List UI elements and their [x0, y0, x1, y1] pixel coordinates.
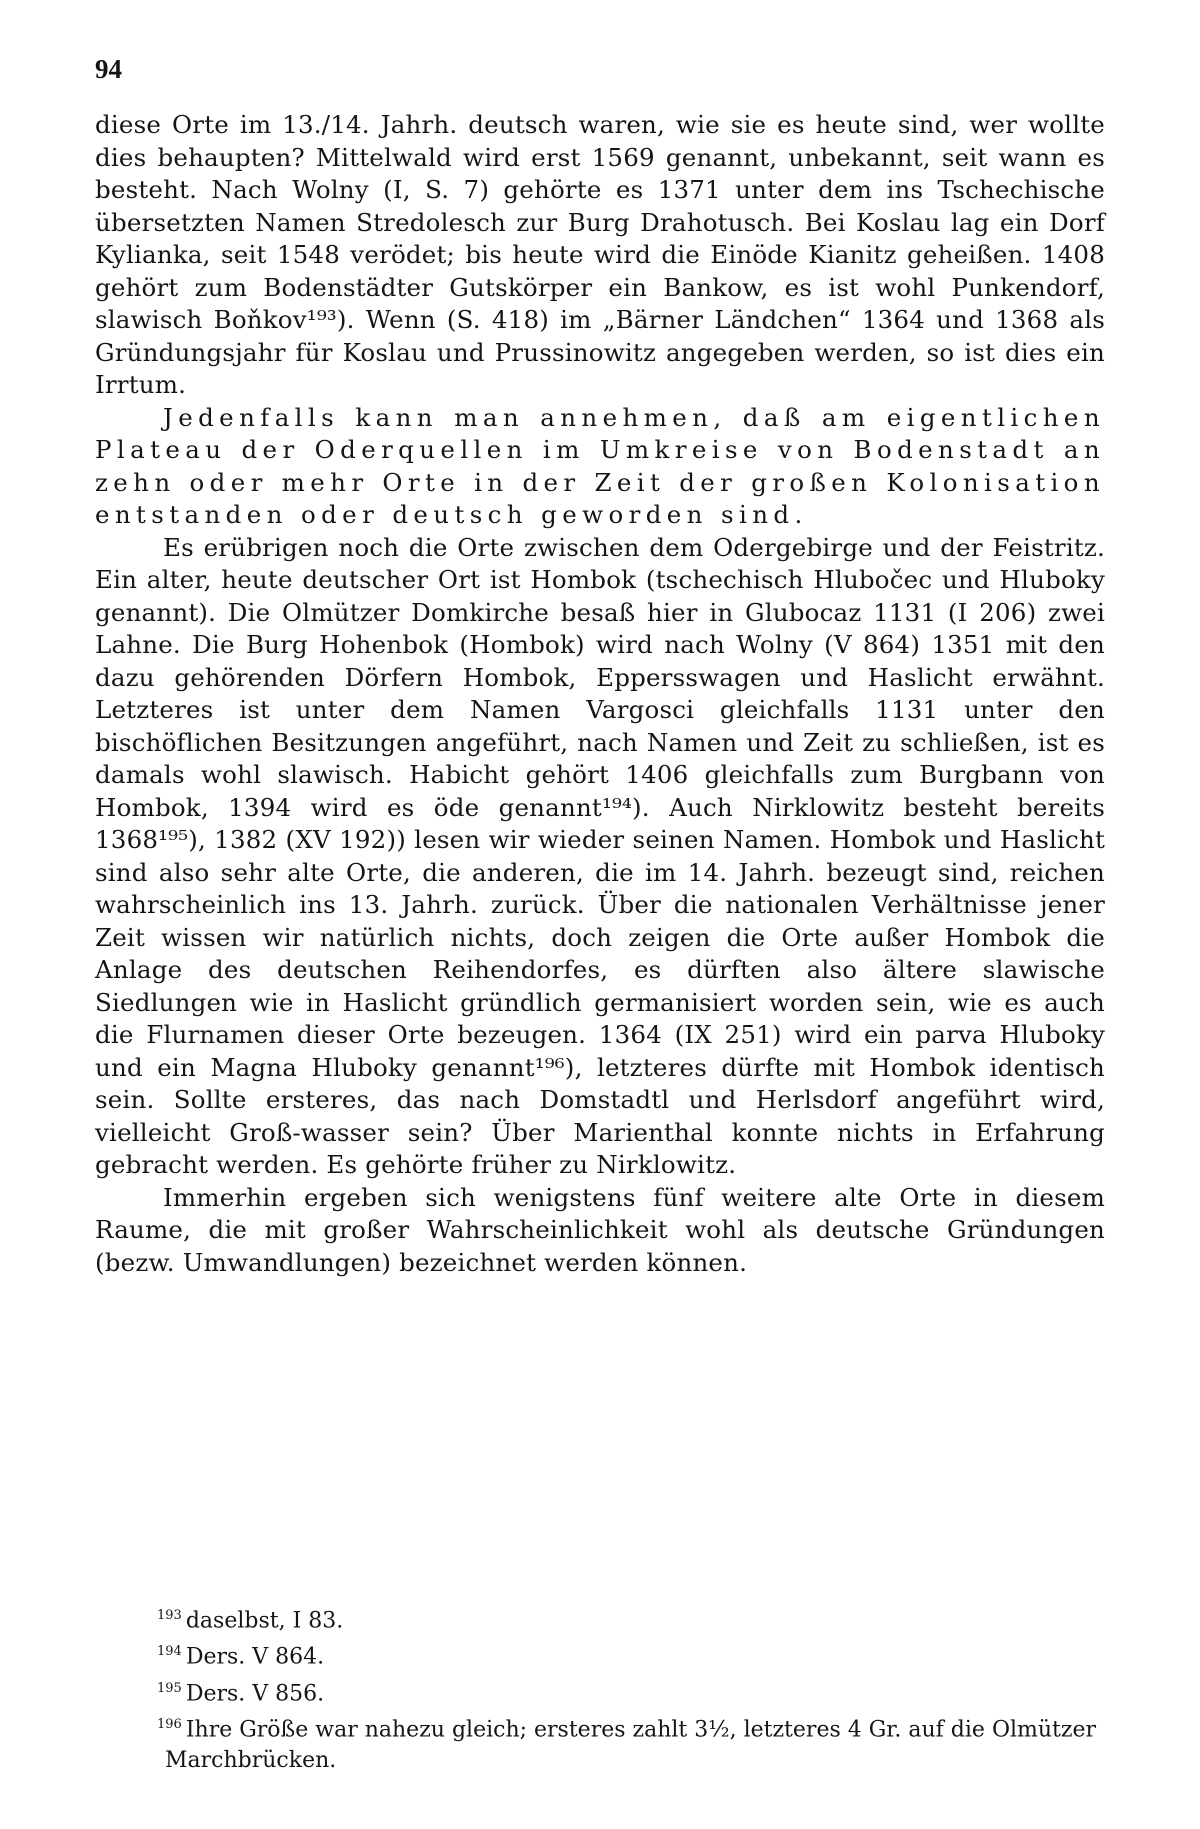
- footnote-195: [95, 1673, 1105, 1709]
- footnote-number: 193: [157, 1608, 182, 1623]
- page-number: 94: [95, 54, 122, 84]
- footnote-text: Ders. V 864.: [185, 1644, 325, 1670]
- footnote-193: [95, 1600, 1105, 1636]
- paragraph-2-emphasized: Jedenfalls kann man annehmen, daß am eigentlichen Plateau der Oderquellen im Umkreise von Bodenstadt an zehn oder mehr Orte in der Zeit der großen Kolonisation entstanden oder deutsch geworden sind.: [95, 402, 1105, 529]
- footnote-text: Ders. V 856.: [185, 1680, 325, 1706]
- paragraph-1: diese Orte im 13./14. Jahrh. deutsch waren, wie sie es heute sind, wer wollte dies behaupten? Mittelwald wird erst 1569 genannt, unbekannt, seit wann es besteht. Nach Wolny (I, S. 7) gehörte es 1371 unter dem ins Tschechische übersetzten Namen Stredolesch zur Burg Drahotusch. Bei Koslau lag ein Dorf Kylianka, seit 1548 verödet; bis heute wird die Einöde Kianitz geheißen. 1408 gehört zum Bodenstädter Gutskörper ein Bankow, es ist wohl Punkendorf, slawisch Boňkov¹⁹³). Wenn (S. 418) im „Bärner Ländchen“ 1364 und 1368 als Gründungsjahr für Koslau und Prussinowitz angegeben werden, so ist dies ein Irrtum.: [95, 110, 1105, 399]
- footnote-text: Ihre Größe war nahezu gleich; ersteres zahlt 3½, letzteres 4 Gr. auf die Olmützer Marchbrücken.: [165, 1717, 1097, 1774]
- footnote-text: daselbst, I 83.: [185, 1608, 344, 1634]
- paragraph-4: Immerhin ergeben sich wenigstens fünf weitere alte Orte in diesem Raume, die mit großer Wahrscheinlichkeit wohl als deutsche Gründungen (bezw. Umwandlungen) bezeichnet werden können.: [95, 1182, 1105, 1277]
- footnotes: [95, 1600, 1105, 1776]
- footnote-number: 194: [157, 1644, 182, 1660]
- footnote-196: [95, 1709, 1105, 1776]
- main-text: [95, 109, 1105, 1279]
- paragraph-3: Es erübrigen noch die Orte zwischen dem Odergebirge und der Feistritz. Ein alter, heute deutscher Ort ist Hombok (tschechisch Hlubočec und Hluboky genannt). Die Olmützer Domkirche besaß hier in Glubocaz 1131 (I 206) zwei Lahne. Die Burg Hohenbok (Hombok) wird nach Wolny (V 864) 1351 mit den dazu gehörenden Dörfern Hombok, Eppersswagen und Haslicht erwähnt. Letzteres ist unter dem Namen Vargosci gleichfalls 1131 unter den bischöflichen Besitzungen angeführt, nach Namen und Zeit zu schließen, ist es damals wohl slawisch. Habicht gehört 1406 gleichfalls zum Burgbann von Hombok, 1394 wird es öde genannt¹⁹⁴). Auch Nirklowitz besteht bereits 1368¹⁹⁵), 1382 (XV 192)) lesen wir wieder seinen Namen. Hombok und Haslicht sind also sehr alte Orte, die anderen, die im 14. Jahrh. bezeugt sind, reichen wahrscheinlich ins 13. Jahrh. zurück. Über die nationalen Verhältnisse jener Zeit wissen wir natürlich nichts, doch zeigen die Orte außer Hombok die Anlage des deutschen Reihendorfes, es dürften also ältere slawische Siedlungen wie in Haslicht gründlich germanisiert worden sein, wie es auch die Flurnamen dieser Orte bezeugen. 1364 (IX 251) wird ein parva Hluboky und ein Magna Hluboky genannt¹⁹⁶), letzteres dürfte mit Hombok identisch sein. Sollte ersteres, das nach Domstadtl und Herlsdorf angeführt wird, vielleicht Groß-wasser sein? Über Marienthal konnte nichts in Erfahrung gebracht werden. Es gehörte früher zu Nirklowitz.: [95, 532, 1105, 1179]
- footnote-number: 195: [157, 1680, 182, 1696]
- footnote-number: 196: [157, 1716, 182, 1732]
- footnote-194: [95, 1636, 1105, 1672]
